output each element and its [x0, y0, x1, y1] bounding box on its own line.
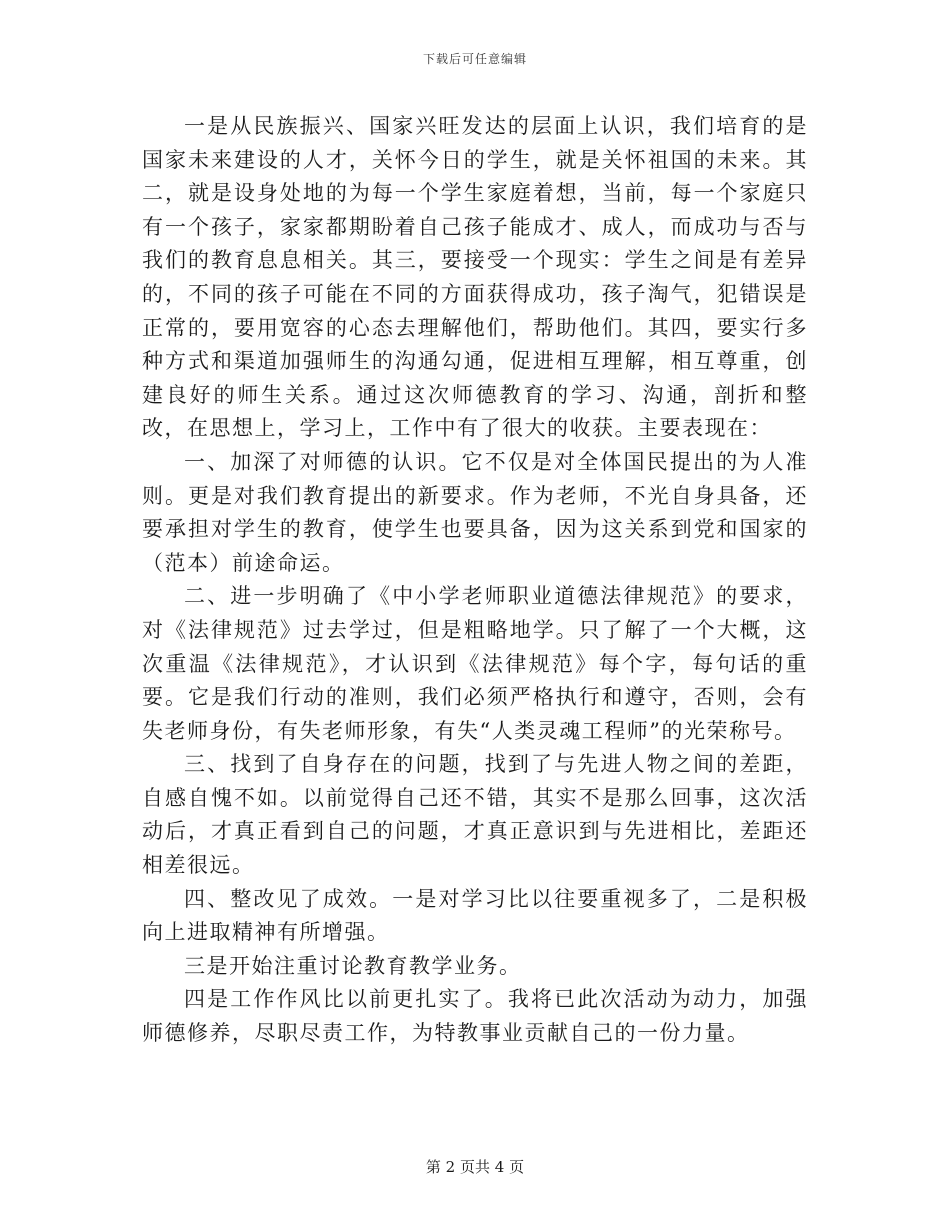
document-body [142, 110, 808, 1051]
paragraph-6: 三是开始注重讨论教育教学业务。 [184, 953, 522, 978]
page-header: 下载后可任意编辑 [422, 52, 527, 66]
page-number-footer: 第 2 页共 4 页 [425, 1158, 525, 1176]
paragraph-5: 四、整改见了成效。一是对学习比以往要重视多了，二是积极向上进取精神有所增强。 [142, 886, 808, 945]
paragraph-2: 一、加深了对师德的认识。它不仅是对全体国民提出的为人准则。更是对我们教育提出的新要求。作为老师，不光自身具备，还要承担对学生的教育，使学生也要具备，因为这关系到党和国家的（范本）前途命运。 [142, 449, 808, 575]
paragraph-7: 四是工作作风比以前更扎实了。我将已此次活动为动力，加强师德修养，尽职尽责工作，为特教事业贡献自己的一份力量。 [142, 987, 808, 1046]
paragraph-3: 二、进一步明确了《中小学老师职业道德法律规范》的要求，对《法律规范》过去学过，但是粗略地学。只了解了一个大概，这次重温《法律规范》，才认识到《法律规范》每个字，每句话的重要。它是我们行动的准则，我们必须严格执行和遵守，否则，会有失老师身份，有失老师形象，有失“人类灵魂工程师”的光荣称号。 [142, 584, 808, 743]
paragraph-4: 三、找到了自身存在的问题，找到了与先进人物之间的差距，自感自愧不如。以前觉得自己还不错，其实不是那么回事，这次活动后，才真正看到自己的问题，才真正意识到与先进相比，差距还相差很远。 [142, 752, 808, 878]
paragraph-1: 一是从民族振兴、国家兴旺发达的层面上认识，我们培育的是国家未来建设的人才，关怀今日的学生，就是关怀祖国的未来。其二，就是设身处地的为每一个学生家庭着想，当前，每一个家庭只有一个孩子，家家都期盼着自己孩子能成才、成人，而成功与否与我们的教育息息相关。其三，要接受一个现实：学生之间是有差异的，不同的孩子可能在不同的方面获得成功，孩子淘气，犯错误是正常的，要用宽容的心态去理解他们，帮助他们。其四，要实行多种方式和渠道加强师生的沟通勾通，促进相互理解，相互尊重，创建良好的师生关系。通过这次师德教育的学习、沟通，剖折和整改，在思想上，学习上，工作中有了很大的收获。主要表现在： [142, 114, 808, 441]
